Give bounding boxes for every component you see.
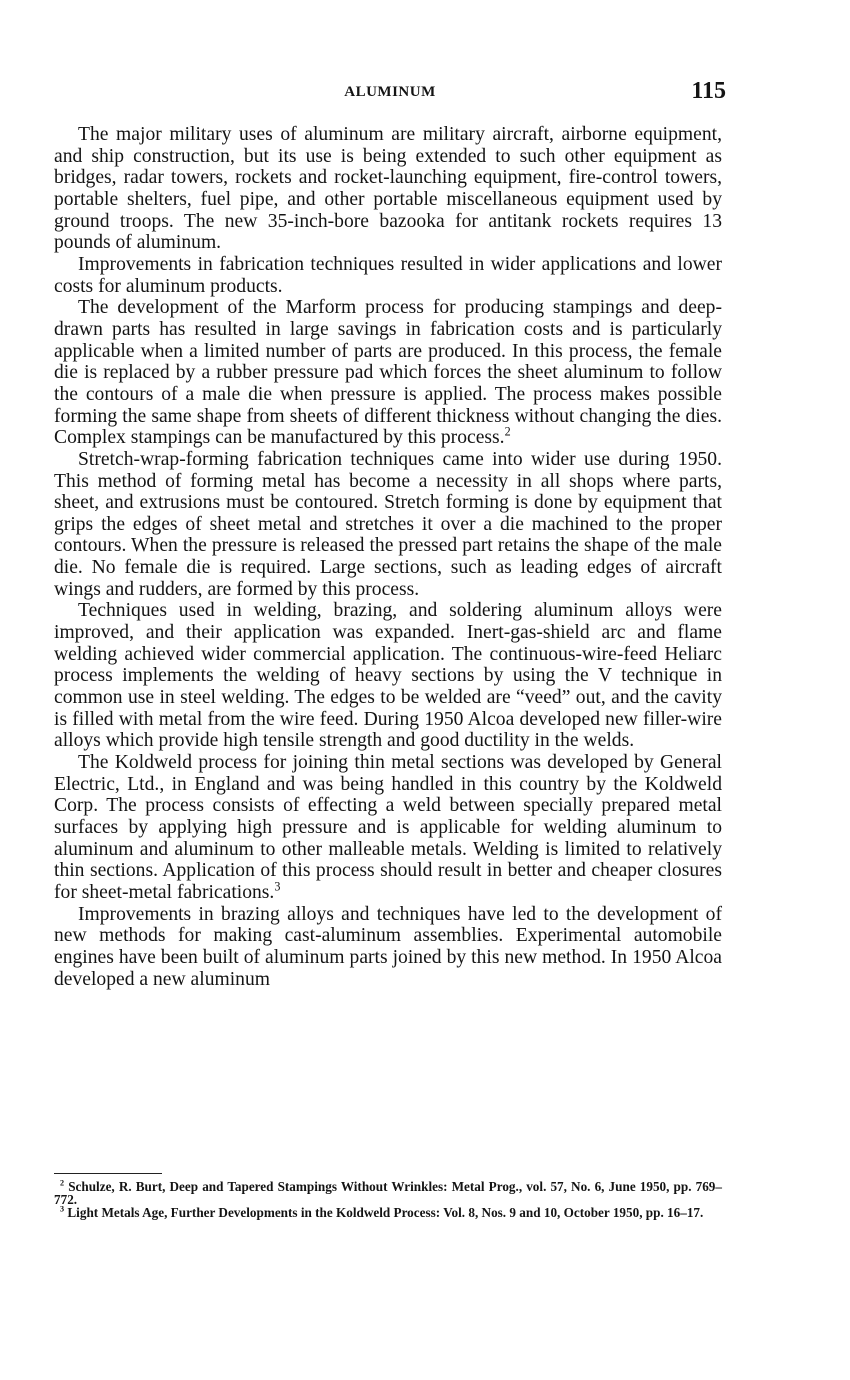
paragraph-text: The development of the Marform process for producing stampings and deep-drawn parts has resulted in large savings in fabrication costs and is particularly applicable when a limited number of parts are produced. In this process, the female die is replaced by a rubber pressure pad which forces the sheet aluminum to follow the contours of a male die when pressure is applied. The process makes possible forming the same shape from sheets of different thickness without changing the dies. Complex stampings can be manufactured by this process.	[54, 297, 722, 449]
paragraph-marform-process	[54, 297, 722, 449]
paragraph-welding-techniques	[54, 600, 722, 752]
footnotes	[54, 1180, 722, 1220]
paragraph-brazing-alloys	[54, 904, 722, 991]
paragraph-text: Improvements in fabrication techniques resulted in wider applications and lower costs for aluminum products.	[54, 253, 722, 297]
paragraph-text: Stretch-wrap-forming fabrication techniques came into wider use during 1950. This method of forming metal has become a necessity in all shops where parts, sheet, and extrusions must be contoured. Stretch forming is done by equipment that grips the edges of sheet metal and stretches it over a die machined to the proper contours. When the pressure is released the pressed part retains the shape of the male die. No female die is required. Large sections, such as leading edges of aircraft wings and rudders, are formed by this process.	[54, 448, 722, 600]
footnote-ref: 3	[274, 879, 281, 894]
paragraph-koldweld-process	[54, 752, 722, 904]
footnote-text: Light Metals Age, Further Developments in the Koldweld Process: Vol. 8, Nos. 9 and 10, October 1950, pp. 16–17.	[67, 1205, 704, 1221]
footnote-ref: 2	[504, 424, 511, 439]
paragraph-text: The major military uses of aluminum are military aircraft, airborne equipment, and ship construction, but its use is being extended to such other equipment as bridges, radar towers, rockets and rocket-launching equipment, fire-control towers, portable shelters, fuel pipe, and other portable miscellaneous equipment used by ground troops. The new 35-inch-bore bazooka for antitank rockets requires 13 pounds of aluminum.	[54, 124, 722, 254]
body-text	[54, 124, 722, 990]
running-head	[54, 80, 726, 106]
footnote	[54, 1180, 722, 1206]
paragraph-text: Techniques used in welding, brazing, and soldering aluminum alloys were improved, and their application was expanded. Inert-gas-shield arc and flame welding achieved wider commercial application. The continuous-wire-feed Heliarc process implements the welding of heavy sections by using the V technique in common use in steel welding. The edges to be welded are “veed” out, and the cavity is filled with metal from the wire feed. During 1950 Alcoa developed new filler-wire alloys which provide high tensile strength and good ductility in the welds.	[54, 600, 722, 752]
footnote	[54, 1206, 722, 1219]
paragraph-military-uses	[54, 124, 722, 254]
footnote-text: Schulze, R. Burt, Deep and Tapered Stampings Without Wrinkles: Metal Prog., vol. 57, No. 6, June 1950, pp. 769–772.	[54, 1179, 722, 1208]
paragraph-text: Improvements in brazing alloys and techniques have led to the development of new methods for making cast-aluminum assemblies. Experimental automobile engines have been built of aluminum parts joined by this new method. In 1950 Alcoa developed a new aluminum	[54, 903, 722, 990]
footnote-divider	[54, 1173, 162, 1174]
running-title: ALUMINUM	[344, 84, 436, 100]
page-number: 115	[691, 78, 726, 104]
paragraph-stretch-wrap-forming	[54, 449, 722, 601]
footnote-mark: 3	[60, 1205, 65, 1215]
footnote-mark: 2	[60, 1178, 65, 1188]
paragraph-text: The Koldweld process for joining thin metal sections was developed by General Electric, Ltd., in England and was being handled in this country by the Koldweld Corp. The process consists of effecting a weld between specially prepared metal surfaces by applying high pressure and is applicable for welding aluminum to aluminum and aluminum to other malleable metals. Welding is limited to relatively thin sections. Application of this process should result in better and cheaper closures for sheet-metal fabrications.	[54, 752, 722, 903]
paragraph-fabrication-improvements	[54, 254, 722, 297]
